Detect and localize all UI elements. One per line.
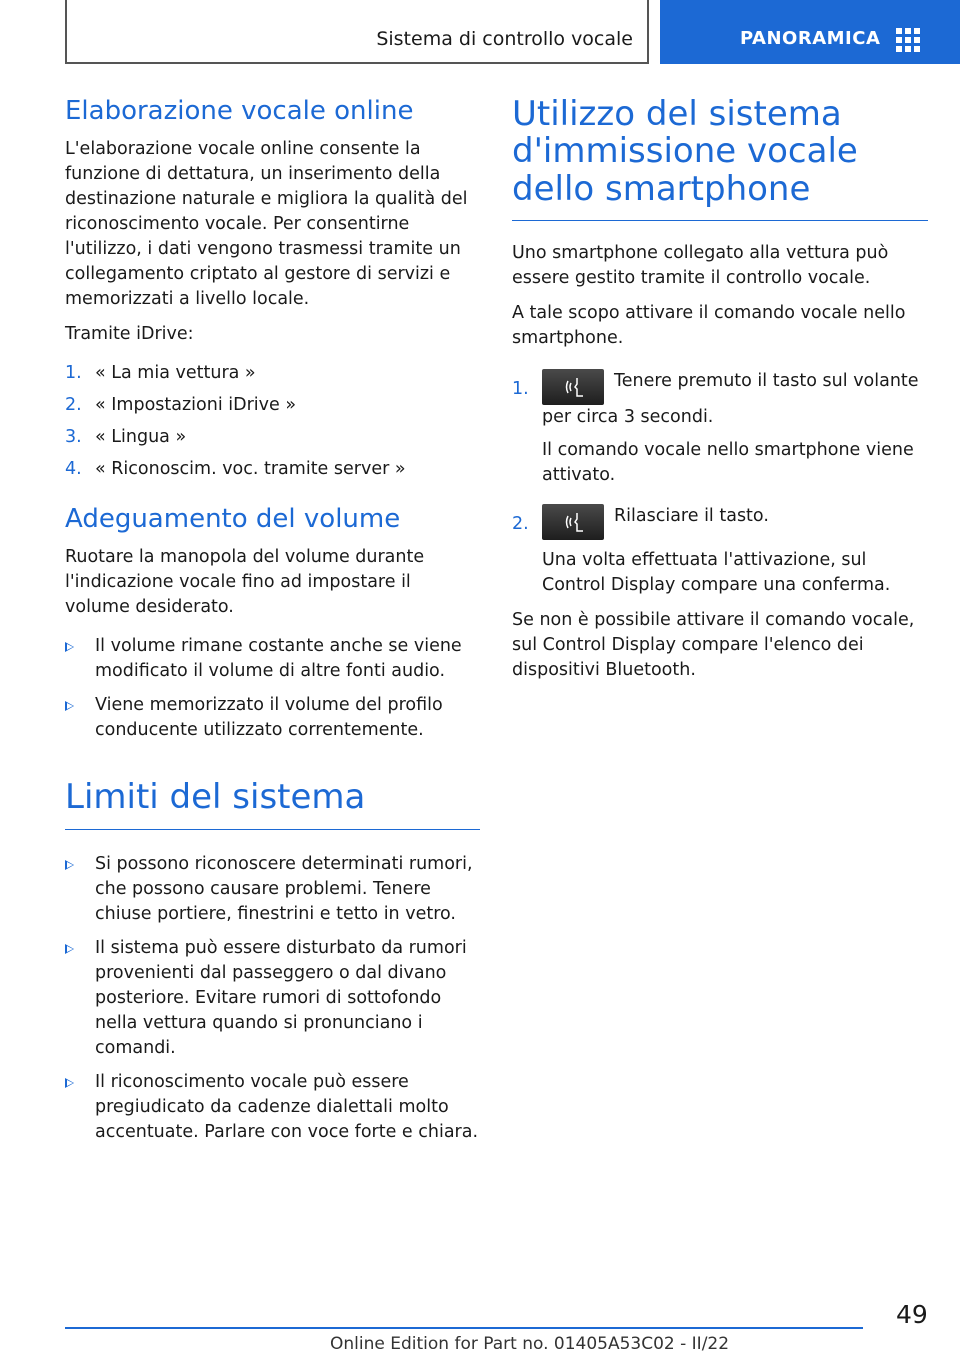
footer-divider	[65, 1327, 863, 1329]
step-2: 2. Rilasciare il tasto. Una volta effettuata l'attivazione, sul Control Display compare una conferma.	[512, 506, 891, 596]
triangle-bullet-icon	[65, 642, 74, 652]
online-steps	[65, 361, 480, 482]
left-column	[65, 96, 480, 1154]
voice-command-button-icon	[542, 504, 604, 540]
right-column	[512, 96, 928, 693]
list-item: Si possono riconoscere determinati rumori, che possono causare problemi. Tenere chiuse portiere, finestrini e tetto in vetro.	[65, 852, 480, 927]
list-item: Viene memorizzato il volume del profilo conducente utilizzato correntemente.	[65, 693, 480, 743]
chapter-tab[interactable]	[660, 0, 960, 64]
smartphone-closing: Se non è possibile attivare il comando vocale, sul Control Display compare l'elenco dei dispositivi Bluetooth.	[512, 610, 915, 681]
section-title: Sistema di controllo vocale	[376, 28, 633, 50]
triangle-bullet-icon	[65, 860, 74, 870]
volume-bullets	[65, 634, 480, 743]
list-item: Il riconoscimento vocale può essere pregiudicato da cadenze dialettali molto accentuate. Parlare con voce forte e chiara.	[65, 1070, 480, 1145]
list-item: 1. « La mia vettura »	[65, 363, 256, 384]
triangle-bullet-icon	[65, 701, 74, 711]
online-body: L'elaborazione vocale online consente la funzione di dettatura, un inserimento della destinazione naturale e migliora la qualità del riconoscimento vocale. Per consentirne l'utilizzo, i dati vengono trasmessi tramite un collegamento criptato al gestore di servizi e memorizzati a livello locale.	[65, 139, 468, 310]
limits-heading: Limiti del sistema	[65, 779, 480, 829]
header-section-box	[65, 0, 649, 64]
grid-menu-icon	[896, 28, 920, 52]
step-1: 1. Tenere premuto il tasto sul volante per circa 3 secondi. Il comando vocale nello smartphone viene attivato.	[512, 371, 919, 486]
volume-body: Ruotare la manopola del volume durante l'indicazione vocale fino ad impostare il volume desiderato.	[65, 547, 425, 618]
footer-edition: Online Edition for Part no. 01405A53C02 - II/22	[330, 1334, 730, 1354]
online-intro: Tramite iDrive:	[65, 324, 194, 345]
smartphone-heading: Utilizzo del sistema d'immissione vocale dello smartphone	[512, 96, 928, 221]
smartphone-p1: Uno smartphone collegato alla vettura può essere gestito tramite il controllo vocale.	[512, 243, 889, 289]
list-item: Il volume rimane costante anche se viene modificato il volume di altre fonti audio.	[65, 634, 480, 684]
triangle-bullet-icon	[65, 944, 74, 954]
list-item: 3. « Lingua »	[65, 427, 187, 448]
triangle-bullet-icon	[65, 1078, 74, 1088]
page-number: 49	[896, 1300, 928, 1329]
chapter-label: PANORAMICA	[740, 28, 881, 49]
list-item: 4. « Riconoscim. voc. tramite server »	[65, 459, 406, 480]
smartphone-p2: A tale scopo attivare il comando vocale nello smartphone.	[512, 303, 906, 349]
limits-bullets	[65, 852, 480, 1145]
list-item: Il sistema può essere disturbato da rumori provenienti dal passeggero o dal divano posteriore. Evitare rumori di sottofondo nella vettura quando si pronunciano i comandi.	[65, 936, 480, 1061]
voice-command-button-icon	[542, 369, 604, 405]
online-heading: Elaborazione vocale online	[65, 96, 414, 126]
list-item: 2. « Impostazioni iDrive »	[65, 395, 297, 416]
volume-heading: Adeguamento del volume	[65, 504, 401, 535]
